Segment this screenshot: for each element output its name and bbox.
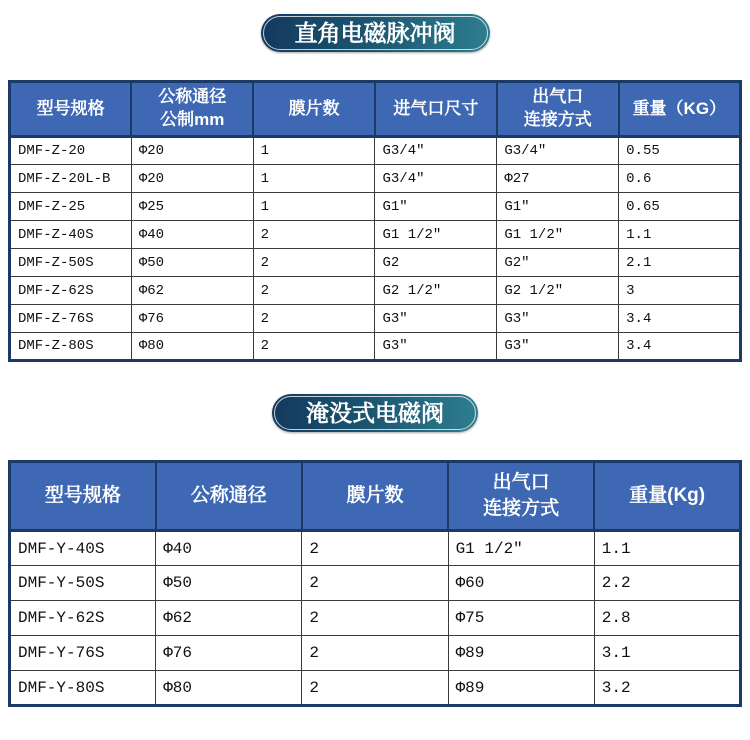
table-cell: 2 <box>302 601 448 636</box>
table-cell: G3″ <box>375 333 497 361</box>
table-cell: DMF-Z-80S <box>10 333 132 361</box>
table-cell: 3.4 <box>619 333 741 361</box>
table-cell: DMF-Z-20L-B <box>10 165 132 193</box>
table-cell: DMF-Y-76S <box>10 636 156 671</box>
table-cell: G1 1/2″ <box>375 221 497 249</box>
table-cell: DMF-Z-25 <box>10 193 132 221</box>
table-row <box>10 221 741 249</box>
table-cell: 0.55 <box>619 137 741 165</box>
table-cell: 1 <box>253 137 375 165</box>
table-cell: DMF-Z-62S <box>10 277 132 305</box>
table-cell: 1.1 <box>619 221 741 249</box>
table-row <box>10 531 741 566</box>
table-cell: 2 <box>253 221 375 249</box>
column-header: 公称通径 <box>156 462 302 531</box>
table-cell: 2 <box>302 671 448 706</box>
table-cell: 2 <box>253 305 375 333</box>
table-row <box>10 305 741 333</box>
table-cell: G3″ <box>375 305 497 333</box>
table-cell: DMF-Z-50S <box>10 249 132 277</box>
table-row <box>10 636 741 671</box>
table-cell: Φ62 <box>131 277 253 305</box>
table-cell: Φ60 <box>448 566 594 601</box>
table-row <box>10 277 741 305</box>
table-cell: DMF-Y-40S <box>10 531 156 566</box>
table-cell: 2 <box>253 333 375 361</box>
table-cell: DMF-Z-76S <box>10 305 132 333</box>
section-title-submerged-solenoid-valve: 淹没式电磁阀 <box>306 399 444 426</box>
table-row <box>10 333 741 361</box>
table-cell: 1 <box>253 165 375 193</box>
table-cell: 3.4 <box>619 305 741 333</box>
table-cell: G3″ <box>497 305 619 333</box>
table-cell: 2 <box>302 531 448 566</box>
table-cell: DMF-Y-62S <box>10 601 156 636</box>
table-cell: Φ76 <box>156 636 302 671</box>
table-cell: Φ40 <box>156 531 302 566</box>
section-header-right-angle-valve <box>0 0 750 52</box>
table-cell: G3/4″ <box>375 137 497 165</box>
table-row <box>10 137 741 165</box>
table-cell: G1″ <box>497 193 619 221</box>
table-cell: G2 <box>375 249 497 277</box>
table-cell: Φ25 <box>131 193 253 221</box>
table-cell: 2 <box>253 249 375 277</box>
table-cell: Φ62 <box>156 601 302 636</box>
table-cell: G1″ <box>375 193 497 221</box>
table-cell: Φ80 <box>131 333 253 361</box>
table-cell: Φ40 <box>131 221 253 249</box>
column-header: 重量(Kg) <box>594 462 740 531</box>
table-cell: 3.1 <box>594 636 740 671</box>
table-cell: Φ89 <box>448 671 594 706</box>
table-cell: DMF-Y-80S <box>10 671 156 706</box>
table-cell: G1 1/2″ <box>448 531 594 566</box>
table-row <box>10 566 741 601</box>
table-row <box>10 249 741 277</box>
table-cell: G3″ <box>497 333 619 361</box>
section-title-right-angle-pulse-valve: 直角电磁脉冲阀 <box>294 19 456 46</box>
table-cell: 0.65 <box>619 193 741 221</box>
column-header: 型号规格 <box>10 82 132 137</box>
table-cell: Φ20 <box>131 137 253 165</box>
submerged-solenoid-valve-spec-table <box>8 460 742 707</box>
table-cell: Φ20 <box>131 165 253 193</box>
right-angle-pulse-valve-spec-table <box>8 80 742 362</box>
table-cell: G2″ <box>497 249 619 277</box>
table-cell: G3/4″ <box>497 137 619 165</box>
table-row <box>10 165 741 193</box>
table-cell: 3.2 <box>594 671 740 706</box>
table-cell: DMF-Z-20 <box>10 137 132 165</box>
table-row <box>10 193 741 221</box>
table-row <box>10 671 741 706</box>
table-row <box>10 601 741 636</box>
table-cell: 3 <box>619 277 741 305</box>
column-header: 重量（KG） <box>619 82 741 137</box>
column-header: 膜片数 <box>302 462 448 531</box>
table-cell: G1 1/2″ <box>497 221 619 249</box>
table-cell: G3/4″ <box>375 165 497 193</box>
table-cell: 2.1 <box>619 249 741 277</box>
table-cell: 0.6 <box>619 165 741 193</box>
table-cell: DMF-Z-40S <box>10 221 132 249</box>
section-badge <box>261 14 490 52</box>
table-cell: Φ50 <box>156 566 302 601</box>
table-cell: 2 <box>302 566 448 601</box>
column-header: 型号规格 <box>10 462 156 531</box>
table-cell: G2 1/2″ <box>375 277 497 305</box>
table-cell: 2.8 <box>594 601 740 636</box>
table-cell: 2.2 <box>594 566 740 601</box>
table-cell: Φ75 <box>448 601 594 636</box>
column-header: 出气口 连接方式 <box>448 462 594 531</box>
column-header: 出气口 连接方式 <box>497 82 619 137</box>
section-header-submerged-valve <box>0 362 750 432</box>
table-cell: 2 <box>302 636 448 671</box>
column-header: 进气口尺寸 <box>375 82 497 137</box>
table-cell: Φ76 <box>131 305 253 333</box>
table-cell: 2 <box>253 277 375 305</box>
section-badge <box>272 394 478 432</box>
table-cell: Φ50 <box>131 249 253 277</box>
header-row <box>10 82 741 137</box>
table-cell: DMF-Y-50S <box>10 566 156 601</box>
table-cell: Φ89 <box>448 636 594 671</box>
column-header: 膜片数 <box>253 82 375 137</box>
header-row <box>10 462 741 531</box>
table-cell: 1.1 <box>594 531 740 566</box>
table-cell: 1 <box>253 193 375 221</box>
column-header: 公称通径 公制mm <box>131 82 253 137</box>
table-cell: Φ80 <box>156 671 302 706</box>
table-cell: G2 1/2″ <box>497 277 619 305</box>
table-cell: Φ27 <box>497 165 619 193</box>
